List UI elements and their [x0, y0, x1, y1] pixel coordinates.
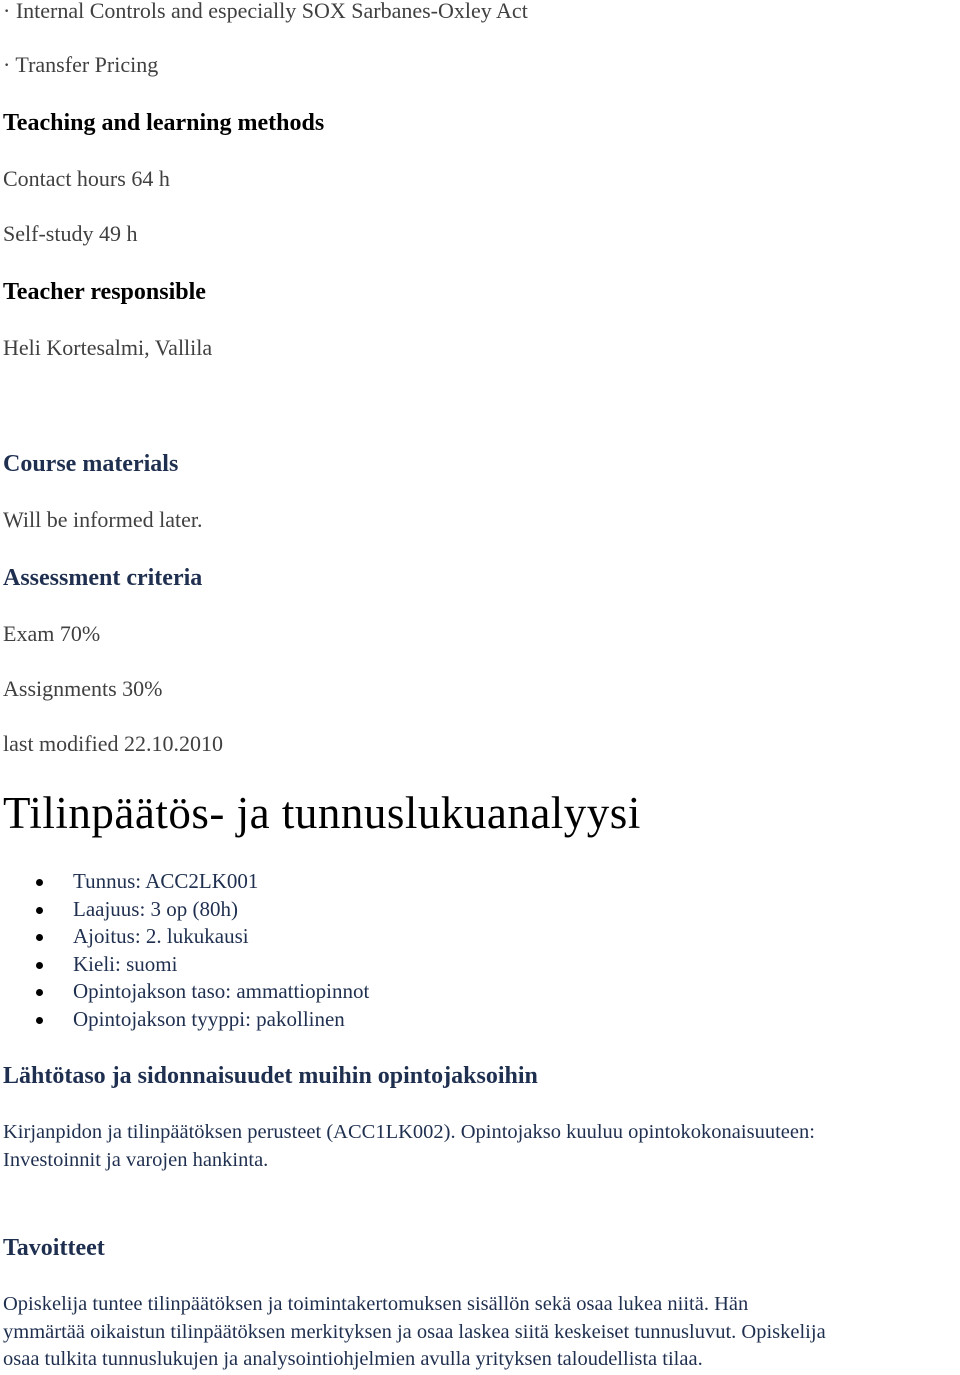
course-details-list: [0, 868, 369, 1033]
course-code: Tunnus: ACC2LK001: [73, 869, 259, 893]
list-item-internal-controls: · Internal Controls and especially SOX Sarbanes-Oxley Act: [3, 0, 528, 23]
bullet-icon: [36, 879, 43, 886]
teacher-responsible-heading: Teacher responsible: [3, 279, 206, 305]
list-item: [0, 951, 369, 979]
teacher-name-text: Heli Kortesalmi, Vallila: [3, 335, 213, 360]
course-materials-text: Will be informed later.: [3, 507, 203, 532]
assignments-weight-text: Assignments 30%: [3, 676, 163, 701]
course-title: Tilinpäätös- ja tunnuslukuanalyysi: [3, 788, 641, 838]
bullet-icon: [36, 1017, 43, 1024]
objectives-line-3: osaa tulkita tunnuslukujen ja analysointiohjelmien avulla yrityksen taloudellista tilaa.: [3, 1348, 703, 1370]
prerequisites-line-2: Investoinnit ja varojen hankinta.: [3, 1149, 269, 1171]
list-item: [0, 1006, 369, 1034]
bullet-icon: [36, 989, 43, 996]
prerequisites-line-1: Kirjanpidon ja tilinpäätöksen perusteet (ACC1LK002). Opintojakso kuuluu opintokokonaisuuteen:: [3, 1121, 815, 1143]
course-language: Kieli: suomi: [73, 951, 178, 976]
exam-weight-text: Exam 70%: [3, 621, 101, 646]
prerequisites-heading: Lähtötaso ja sidonnaisuudet muihin opintojaksoihin: [3, 1063, 538, 1089]
course-type: Opintojakson tyyppi: pakollinen: [73, 1006, 345, 1031]
assessment-criteria-heading: Assessment criteria: [3, 565, 203, 591]
bullet-icon: [36, 962, 43, 969]
course-scope: Laajuus: 3 op (80h): [73, 896, 239, 921]
course-timing: Ajoitus: 2. lukukausi: [73, 924, 249, 948]
list-item: [0, 978, 369, 1006]
list-item: [0, 923, 369, 951]
bullet-icon: [36, 934, 43, 941]
objectives-line-2: ymmärtää oikaistun tilinpäätöksen merkityksen ja osaa laskea siitä keskeiset tunnusluvut. Opiskelija: [3, 1321, 826, 1343]
teaching-methods-heading: Teaching and learning methods: [3, 110, 325, 136]
objectives-heading: Tavoitteet: [3, 1235, 105, 1261]
contact-hours-text: Contact hours 64 h: [3, 166, 170, 191]
list-item: [0, 868, 369, 896]
list-item-transfer-pricing: · Transfer Pricing: [3, 52, 159, 77]
last-modified-text: last modified 22.10.2010: [3, 731, 223, 756]
course-materials-heading: Course materials: [3, 451, 179, 477]
objectives-line-1: Opiskelija tuntee tilinpäätöksen ja toimintakertomuksen sisällön sekä osaa lukea niitä. Hän: [3, 1293, 749, 1315]
self-study-text: Self-study 49 h: [3, 221, 138, 246]
bullet-icon: [36, 907, 43, 914]
course-level: Opintojakson taso: ammattiopinnot: [73, 979, 370, 1003]
list-item: [0, 896, 369, 924]
